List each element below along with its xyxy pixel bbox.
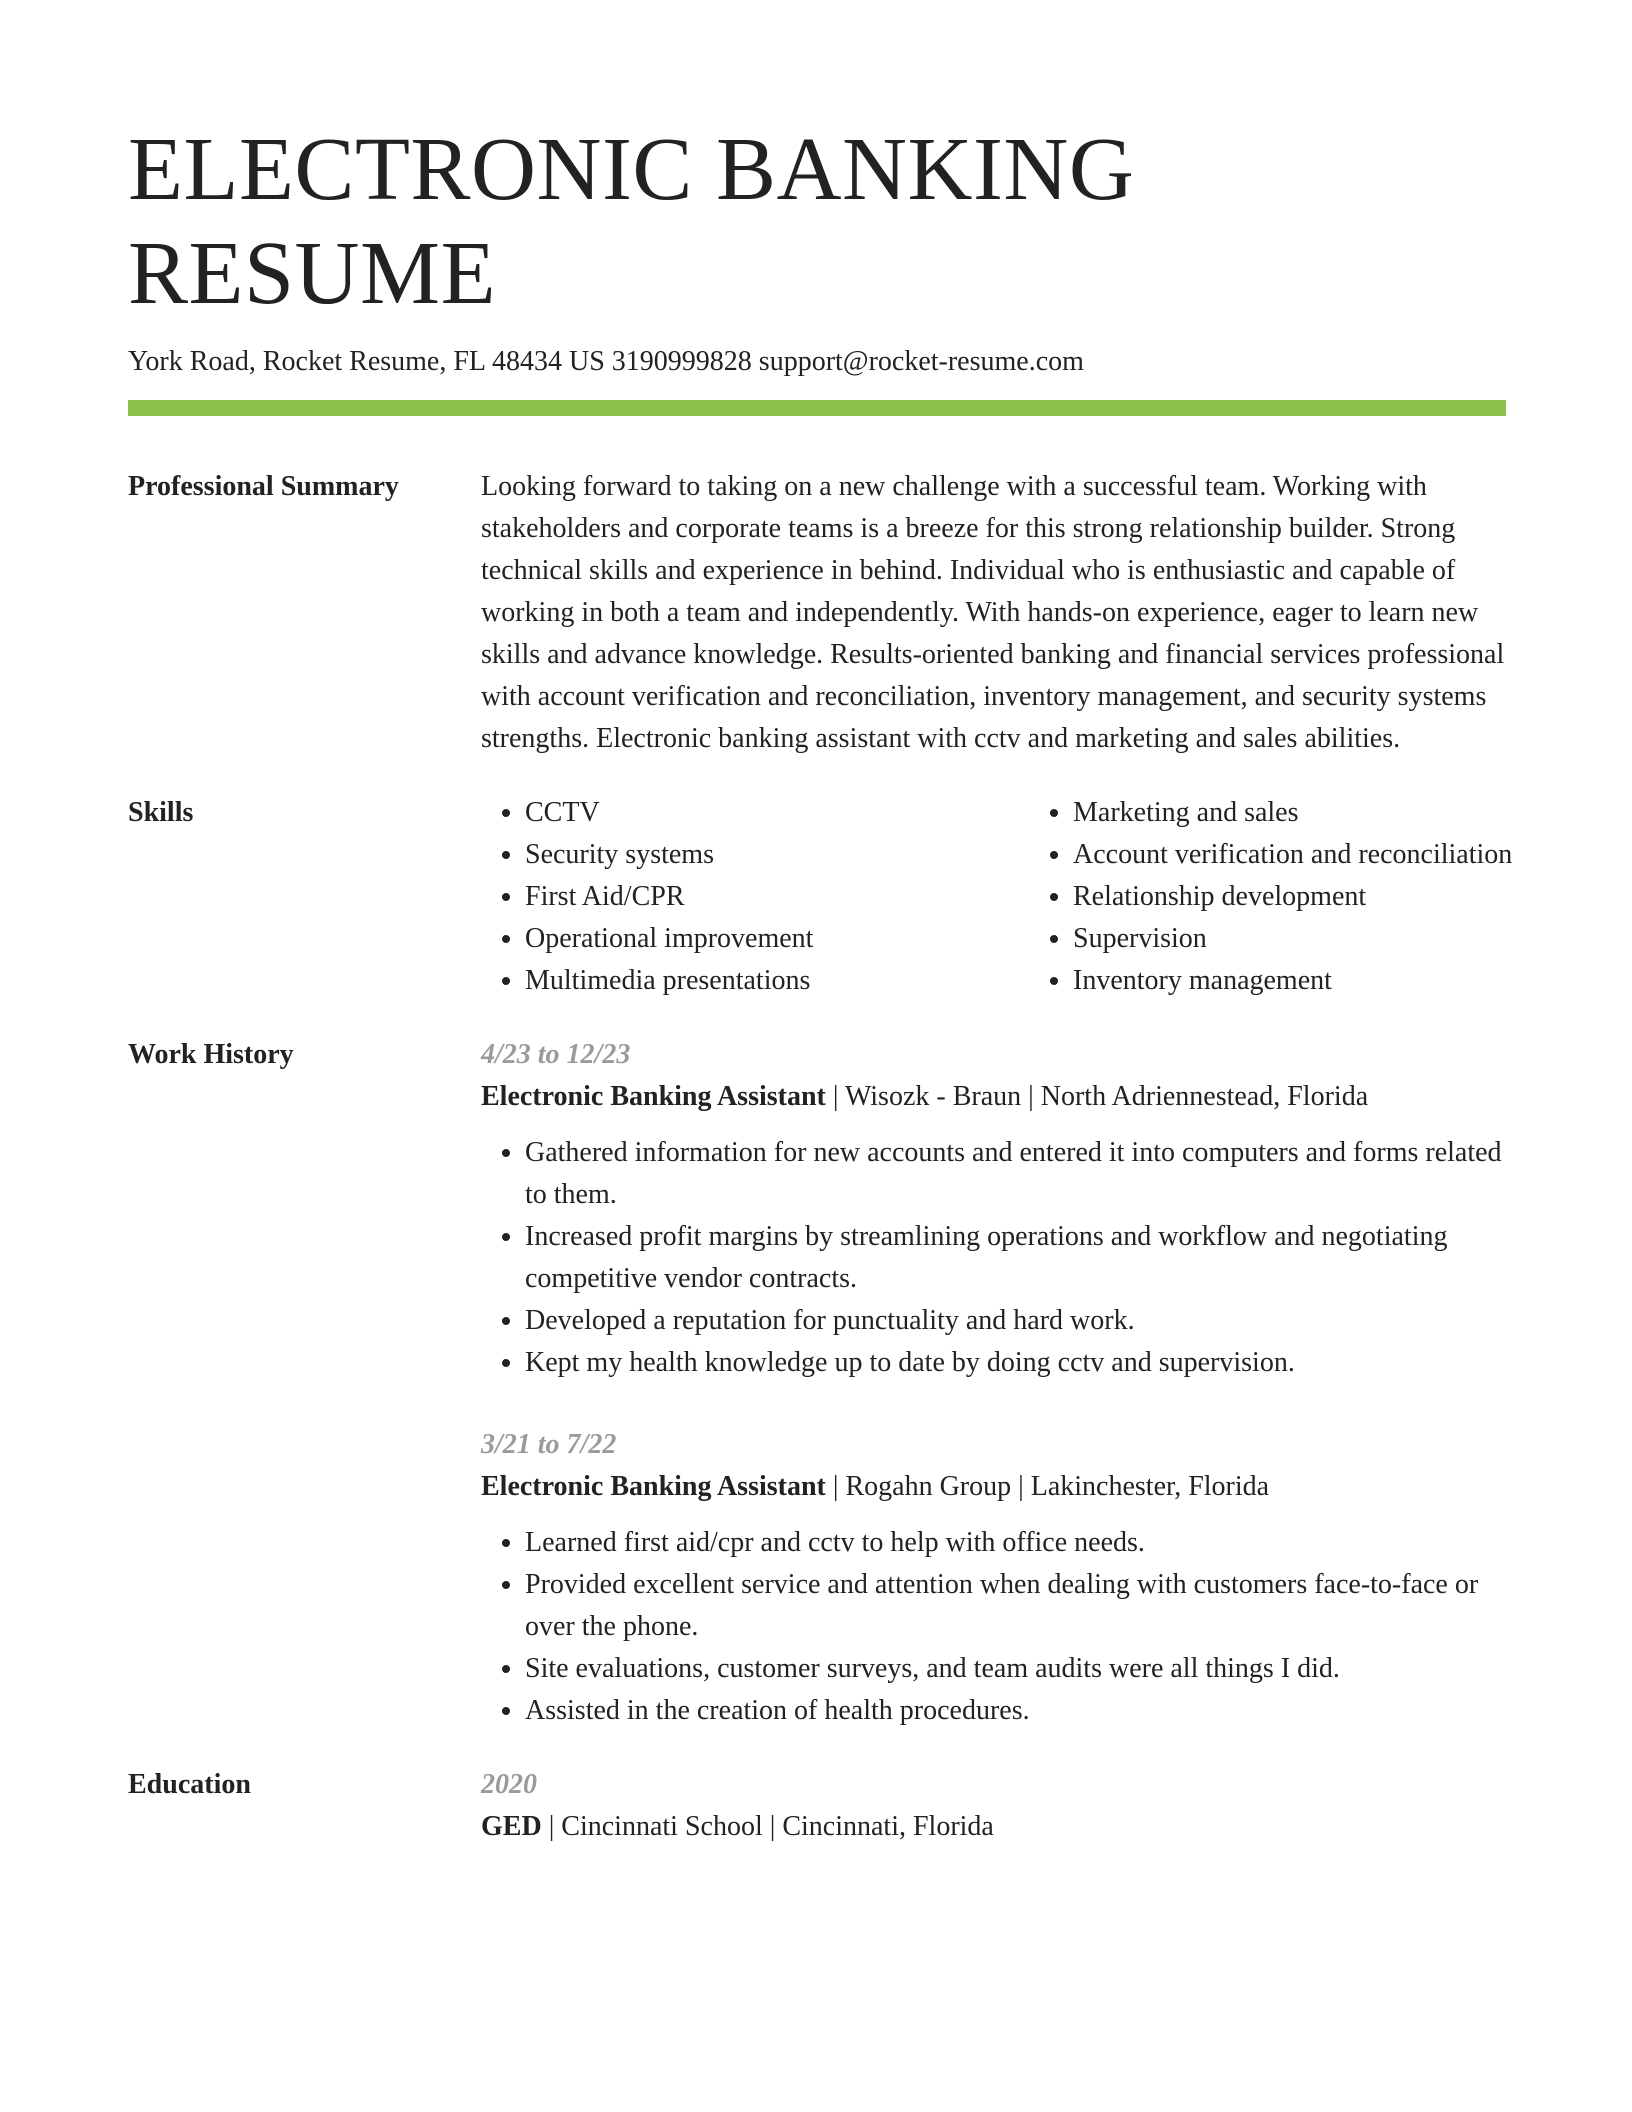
job-title: Electronic Banking Assistant xyxy=(481,1081,826,1112)
job-bullet: • Assisted in the creation of health procedures. xyxy=(525,1690,1506,1732)
job-heading xyxy=(481,1466,1506,1508)
work-history-section xyxy=(128,1034,1506,1732)
professional-summary-section xyxy=(128,466,1506,760)
skills-list-right xyxy=(1029,792,1577,1002)
education-degree: GED xyxy=(481,1811,542,1842)
job-bullet: • Developed a reputation for punctuality and hard work. xyxy=(525,1300,1506,1342)
job-bullet: • Increased profit margins by streamlining operations and workflow and negotiating competitive vendor contracts. xyxy=(525,1216,1506,1300)
job-bullets xyxy=(481,1522,1506,1732)
skill-item: • Marketing and sales xyxy=(1073,792,1577,834)
resume-page xyxy=(128,118,1513,1848)
job-entry xyxy=(481,1424,1506,1732)
job-details: | Wisozk - Braun | North Adriennestead, Florida xyxy=(825,1081,1369,1112)
job-bullet: • Learned first aid/cpr and cctv to help with office needs. xyxy=(525,1522,1506,1564)
job-bullets xyxy=(481,1132,1506,1384)
summary-text: Looking forward to taking on a new challenge with a successful team. Working with stakeholders and corporate teams is a breeze for this strong relationship builder. Strong technical skills and experience in behind. Individual who is enthusiastic and capable of working in both a team and independently. With hands-on experience, eager to learn new skills and advance knowledge. Results-oriented banking and financial services professional with account verification and reconciliation, inventory management, and security systems strengths. Electronic banking assistant with cctv and marketing and sales abilities. xyxy=(481,471,1505,754)
job-title: Electronic Banking Assistant xyxy=(481,1471,826,1502)
job-details: | Rogahn Group | Lakinchester, Florida xyxy=(825,1471,1270,1502)
job-dates: 4/23 to 12/23 xyxy=(481,1039,631,1070)
skill-item: • CCTV xyxy=(525,792,1029,834)
education-body xyxy=(481,1764,1506,1848)
skills-section xyxy=(128,792,1513,1002)
section-label: Skills xyxy=(128,797,194,828)
job-dates: 3/21 to 7/22 xyxy=(481,1429,617,1460)
skill-item: • Account verification and reconciliation xyxy=(1073,834,1577,876)
education-details: | Cincinnati School | Cincinnati, Florida xyxy=(541,1811,994,1842)
skill-item: • Relationship development xyxy=(1073,876,1577,918)
work-history-body xyxy=(481,1034,1506,1732)
job-bullet: • Provided excellent service and attention when dealing with customers face-to-face or over the phone. xyxy=(525,1564,1506,1648)
job-bullet: • Gathered information for new accounts and entered it into computers and forms related to them. xyxy=(525,1132,1506,1216)
section-label: Work History xyxy=(128,1039,294,1070)
skills-list-left xyxy=(481,792,1029,1002)
education-section xyxy=(128,1764,1506,1848)
skill-item: • First Aid/CPR xyxy=(525,876,1029,918)
section-label: Education xyxy=(128,1769,251,1800)
accent-divider xyxy=(128,400,1506,416)
education-year: 2020 xyxy=(481,1769,537,1800)
section-label: Professional Summary xyxy=(128,471,399,502)
skill-item: • Supervision xyxy=(1073,918,1577,960)
resume-title: ELECTRONIC BANKING RESUME xyxy=(128,120,1135,323)
job-bullet: • Kept my health knowledge up to date by doing cctv and supervision. xyxy=(525,1342,1506,1384)
job-entry xyxy=(481,1034,1506,1384)
job-bullet: • Site evaluations, customer surveys, and team audits were all things I did. xyxy=(525,1648,1506,1690)
skills-grid xyxy=(481,792,1577,1002)
education-heading xyxy=(481,1806,1506,1848)
skill-item: • Operational improvement xyxy=(525,918,1029,960)
skill-item: • Multimedia presentations xyxy=(525,960,1029,1002)
skill-item: • Security systems xyxy=(525,834,1029,876)
contact-info: York Road, Rocket Resume, FL 48434 US 3190999828 support@rocket-resume.com xyxy=(128,346,1084,377)
job-heading xyxy=(481,1076,1506,1118)
skill-item: • Inventory management xyxy=(1073,960,1577,1002)
